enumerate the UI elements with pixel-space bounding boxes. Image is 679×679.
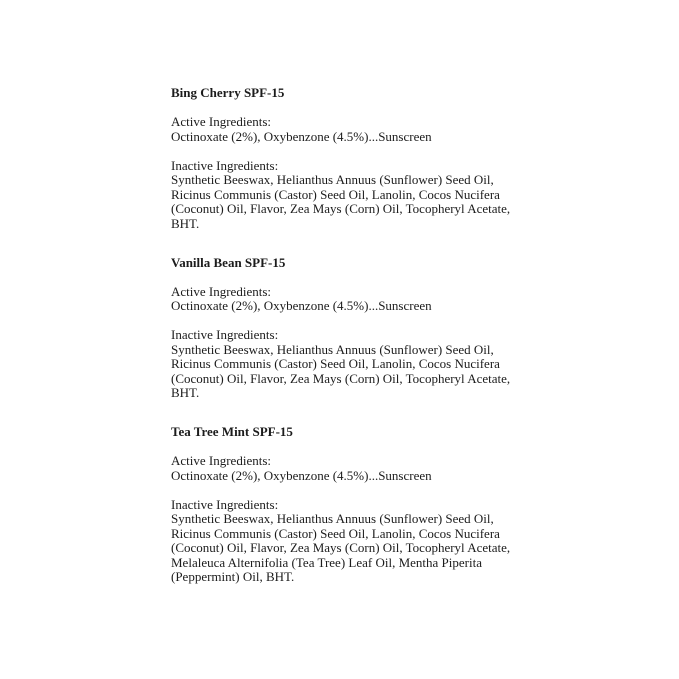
active-ingredients-text: Octinoxate (2%), Oxybenzone (4.5%)...Sunscreen xyxy=(171,298,432,313)
product-section-tea-tree-mint xyxy=(171,425,531,585)
inactive-ingredients-line: (Coconut) Oil, Flavor, Zea Mays (Corn) Oil, Tocopheryl Acetate, xyxy=(171,370,511,386)
inactive-ingredients-line: Ricinus Communis (Castor) Seed Oil, Lanolin, Cocos Nucifera xyxy=(171,525,500,541)
product-section-vanilla-bean xyxy=(171,256,531,401)
inactive-ingredients-line: Synthetic Beeswax, Helianthus Annuus (Sunflower) Seed Oil, xyxy=(171,511,494,526)
inactive-ingredients-paragraph xyxy=(171,328,531,401)
inactive-ingredients-line: BHT. xyxy=(171,215,200,231)
product-title: Vanilla Bean SPF-15 xyxy=(171,254,286,270)
inactive-ingredients-paragraph xyxy=(171,498,531,585)
inactive-ingredients-line: (Coconut) Oil, Flavor, Zea Mays (Corn) Oil, Tocopheryl Acetate, xyxy=(171,201,511,216)
product-section-bing-cherry xyxy=(171,86,531,231)
inactive-ingredients-label: Inactive Ingredients: xyxy=(171,157,279,173)
inactive-ingredients-line: BHT. xyxy=(171,385,200,400)
inactive-ingredients-line: Melaleuca Alternifolia (Tea Tree) Leaf Oil, Mentha Piperita xyxy=(171,554,482,570)
inactive-ingredients-paragraph xyxy=(171,159,531,232)
active-ingredients-label: Active Ingredients: xyxy=(171,283,271,299)
inactive-ingredients-line: Ricinus Communis (Castor) Seed Oil, Lanolin, Cocos Nucifera xyxy=(171,356,500,371)
active-ingredients-paragraph xyxy=(171,285,531,314)
product-title: Tea Tree Mint SPF-15 xyxy=(171,424,293,439)
inactive-ingredients-line: Synthetic Beeswax, Helianthus Annuus (Sunflower) Seed Oil, xyxy=(171,172,494,187)
inactive-ingredients-line: Ricinus Communis (Castor) Seed Oil, Lanolin, Cocos Nucifera xyxy=(171,186,500,202)
active-ingredients-label: Active Ingredients: xyxy=(171,114,271,129)
active-ingredients-paragraph xyxy=(171,454,531,483)
active-ingredients-text: Octinoxate (2%), Oxybenzone (4.5%)...Sunscreen xyxy=(171,128,432,144)
inactive-ingredients-line: Synthetic Beeswax, Helianthus Annuus (Sunflower) Seed Oil, xyxy=(171,341,494,357)
product-title: Bing Cherry SPF-15 xyxy=(171,85,285,100)
inactive-ingredients-label: Inactive Ingredients: xyxy=(171,496,279,512)
inactive-ingredients-line: (Coconut) Oil, Flavor, Zea Mays (Corn) Oil, Tocopheryl Acetate, xyxy=(171,540,511,555)
active-ingredients-text: Octinoxate (2%), Oxybenzone (4.5%)...Sunscreen xyxy=(171,467,432,483)
inactive-ingredients-line: (Peppermint) Oil, BHT. xyxy=(171,569,295,584)
active-ingredients-paragraph xyxy=(171,115,531,144)
active-ingredients-label: Active Ingredients: xyxy=(171,453,271,468)
document-content xyxy=(171,86,531,609)
inactive-ingredients-label: Inactive Ingredients: xyxy=(171,327,279,342)
